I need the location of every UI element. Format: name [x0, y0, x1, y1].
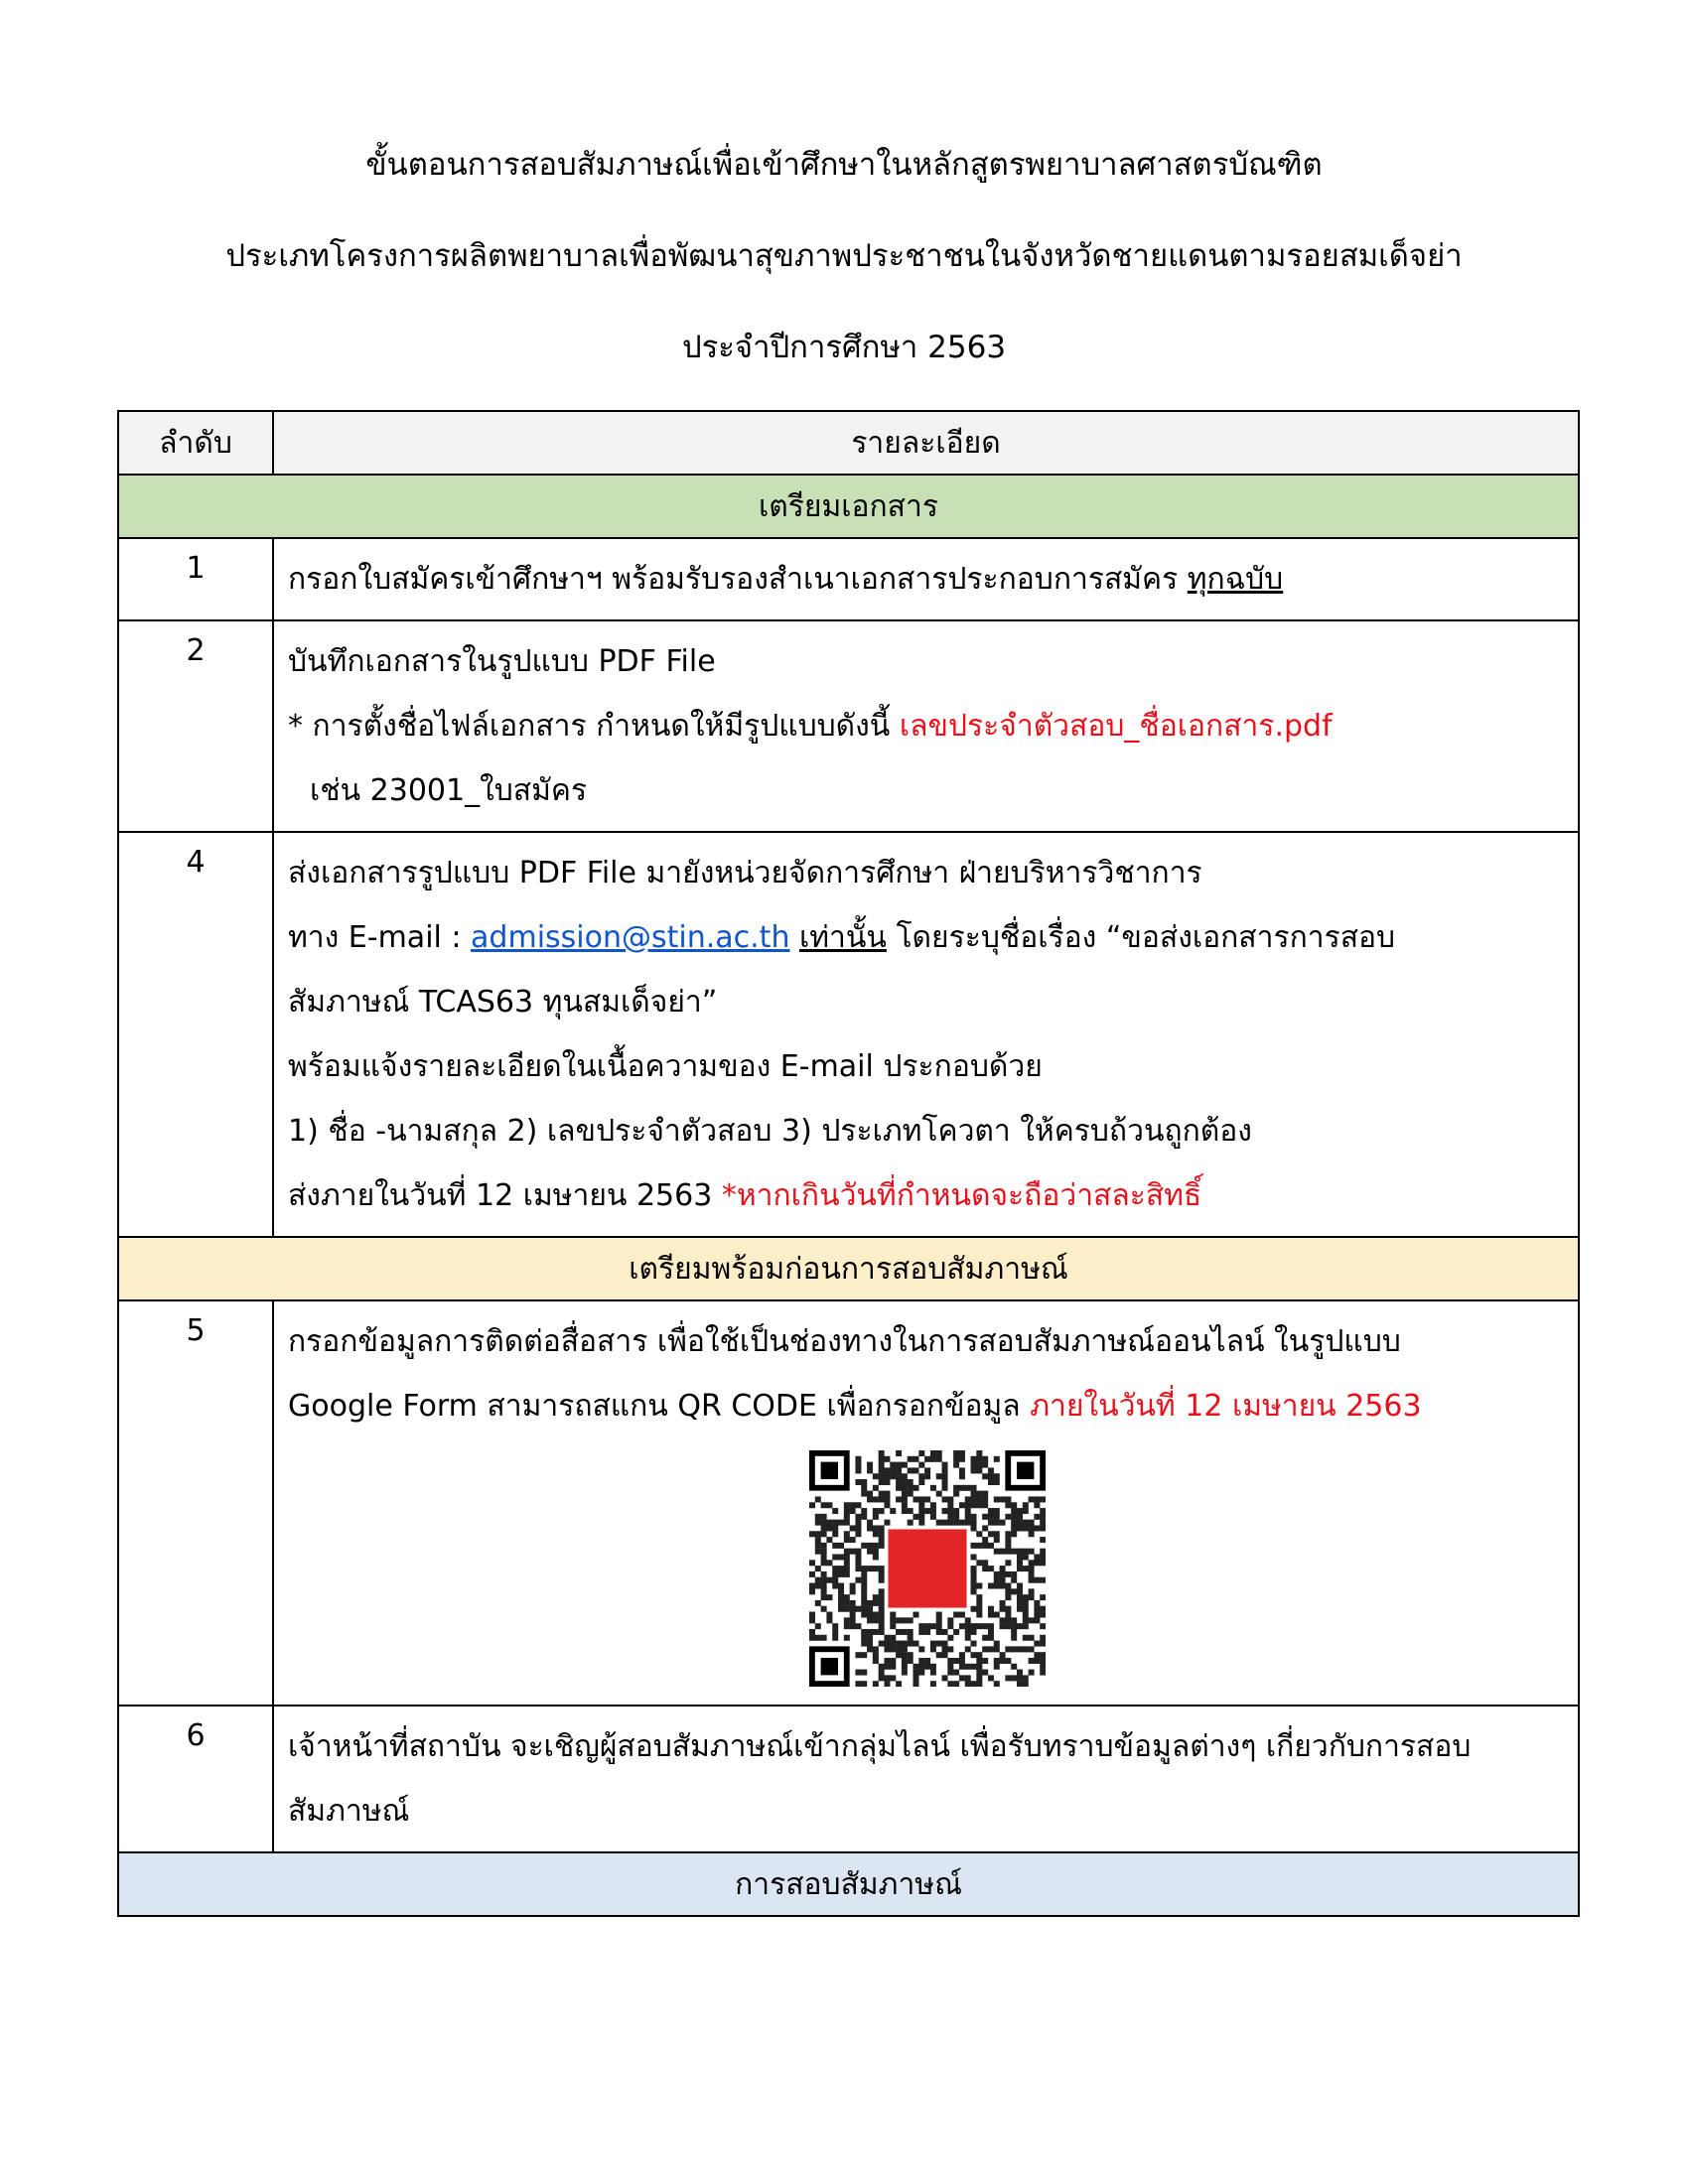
section-title-interview: การสอบสัมภาษณ์ — [118, 1852, 1579, 1916]
row-number: 6 — [118, 1706, 273, 1852]
section-row-prepare-interview — [118, 1237, 1579, 1300]
row-detail — [273, 538, 1579, 620]
row4-line3: สัมภาษณ์ TCAS63 ทุนสมเด็จย่า” — [288, 985, 718, 1020]
row-number: 1 — [118, 538, 273, 620]
row2-line1: บันทึกเอกสารในรูปแบบ PDF File — [288, 644, 716, 679]
table-row — [118, 1300, 1579, 1706]
row4-line4: พร้อมแจ้งรายละเอียดในเนื้อความของ E-mail ประกอบด้วย — [288, 1049, 1043, 1084]
qr-code-icon[interactable] — [809, 1450, 1046, 1687]
row-detail — [273, 1300, 1579, 1706]
row4-line2-prefix: ทาง E-mail : — [288, 920, 472, 955]
table-row — [118, 1706, 1579, 1852]
row5-line2: Google Form สามารถสแกน QR CODE เพื่อกรอกข้อมูล — [288, 1389, 1031, 1424]
row2-line2: * การตั้งชื่อไฟล์เอกสาร กำหนดให้มีรูปแบบดังนี้ — [288, 709, 900, 744]
header-detail: รายละเอียด — [273, 411, 1579, 475]
row-number: 5 — [118, 1300, 273, 1706]
row4-line2-suffix: โดยระบุชื่อเรื่อง “ขอส่งเอกสารการสอบ — [886, 920, 1396, 955]
document-title-line-3: ประจำปีการศึกษา 2563 — [681, 330, 1007, 365]
row-detail — [273, 620, 1579, 832]
table-row — [118, 538, 1579, 620]
document-title-line-1: ขั้นตอนการสอบสัมภาษณ์เพื่อเข้าศึกษาในหลักสูตรพยาบาลศาสตรบัณฑิต — [365, 147, 1323, 183]
row5-deadline: ภายในวันที่ 12 เมษายน 2563 — [1030, 1389, 1422, 1424]
row2-filename-format: เลขประจำตัวสอบ_ชื่อเอกสาร.pdf — [899, 709, 1333, 744]
row5-line1: กรอกข้อมูลการติดต่อสื่อสาร เพื่อใช้เป็นช่องทางในการสอบสัมภาษณ์ออนไลน์ ในรูปแบบ — [288, 1324, 1401, 1359]
section-row-prepare-documents — [118, 475, 1579, 538]
row1-text: กรอกใบสมัครเข้าศึกษาฯ พร้อมรับรองสำเนาเอกสารประกอบการสมัคร — [288, 562, 1188, 597]
header-num: ลำดับ — [118, 411, 273, 475]
section-title-prepare-documents: เตรียมเอกสาร — [118, 475, 1579, 538]
table-row — [118, 832, 1579, 1237]
row1-underlined-text: ทุกฉบับ — [1187, 562, 1284, 597]
row4-only-text: เท่านั้น — [799, 920, 887, 955]
row4-line5: 1) ชื่อ -นามสกุล 2) เลขประจำตัวสอบ 3) ประเภทโควตา ให้ครบถ้วนถูกต้อง — [288, 1114, 1252, 1149]
row-detail — [273, 1706, 1579, 1852]
email-link[interactable]: admission@stin.ac.th — [471, 920, 790, 955]
row4-deadline-warning: *หากเกินวันที่กำหนดจะถือว่าสละสิทธิ์ — [721, 1178, 1202, 1213]
row4-line1: ส่งเอกสารรูปแบบ PDF File มายังหน่วยจัดการศึกษา ฝ่ายบริหารวิชาการ — [288, 856, 1202, 890]
steps-table — [117, 410, 1580, 1917]
row-number: 4 — [118, 832, 273, 1237]
table-header-row — [118, 411, 1579, 475]
table-row — [118, 620, 1579, 832]
row6-text: เจ้าหน้าที่สถาบัน จะเชิญผู้สอบสัมภาษณ์เข้ากลุ่มไลน์ เพื่อรับทราบข้อมูลต่างๆ เกี่ยวกับการสอบ สัมภาษณ์ — [288, 1729, 1472, 1829]
section-title-prepare-interview: เตรียมพร้อมก่อนการสอบสัมภาษณ์ — [118, 1237, 1579, 1300]
qr-center-logo — [888, 1529, 966, 1607]
row4-line6: ส่งภายในวันที่ 12 เมษายน 2563 — [288, 1178, 722, 1213]
document-title-line-2: ประเภทโครงการผลิตพยาบาลเพื่อพัฒนาสุขภาพประชาชนในจังหวัดชายแดนตามรอยสมเด็จย่า — [225, 238, 1463, 274]
row-detail — [273, 832, 1579, 1237]
row2-line3: เช่น 23001_ใบสมัคร — [310, 773, 588, 808]
row-number: 2 — [118, 620, 273, 832]
section-row-interview — [118, 1852, 1579, 1916]
